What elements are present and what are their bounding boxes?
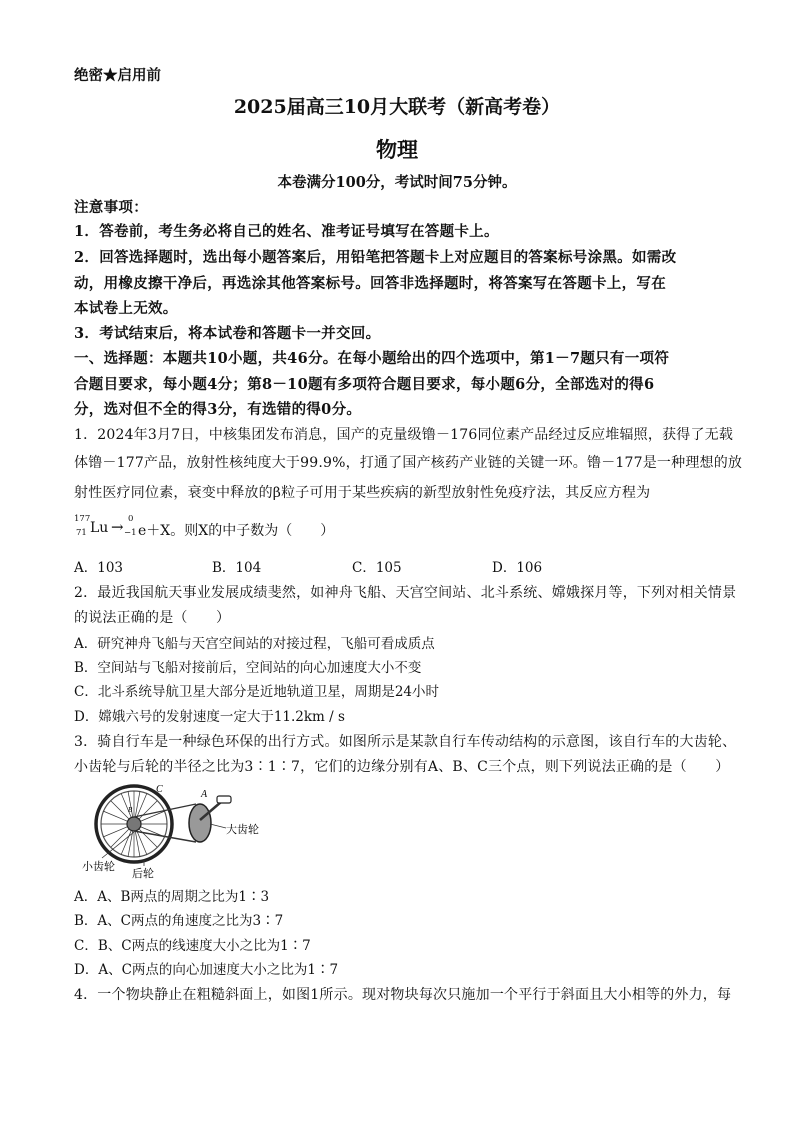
section-line-2: 合题目要求，每小题4分；第8－10题有多项符合题目要求，每小题6分，全部选对的得6	[74, 376, 655, 393]
mass-number: 177	[74, 514, 91, 524]
q1-option-d: D．106	[492, 560, 543, 576]
chain	[134, 804, 196, 842]
element-symbol: Lu	[90, 520, 109, 536]
q2-line-1: 2．最近我国航天事业发展成绩斐然，如神舟飞船、天宫空间站、北斗系统、嫦娥探月等，下列对相关情景	[74, 585, 737, 601]
equation-tail: e＋X。则X的中子数为（ ）	[138, 523, 335, 539]
q1-option-b: B．104	[212, 560, 262, 576]
confidential-mark: 绝密★启用前	[74, 67, 161, 84]
label-rear-wheel: 后轮	[132, 867, 154, 880]
label-point-b: B	[128, 806, 133, 814]
q3-option-d: D．A、C两点的向心加速度大小之比为1∶7	[74, 962, 339, 978]
q1-line-3: 射性医疗同位素，衰变中释放的β粒子可用于某些疾病的新型放射性免疫疗法，其反应方程为	[74, 485, 651, 501]
q1-line-2: 体镥－177产品，放射性核纯度大于99.9%，打通了国产核药产业链的关键一环。镥－177是一种理想的放	[74, 455, 743, 471]
reaction-arrow: →	[111, 518, 124, 536]
q3-option-b: B．A、C两点的角速度之比为3∶7	[74, 913, 284, 929]
label-point-c: C	[156, 784, 163, 795]
notes-line-2c: 本试卷上无效。	[74, 300, 178, 317]
q4-line-1: 4．一个物块静止在粗糙斜面上，如图1所示。现对物块每次只施加一个平行于斜面且大小相等的外力，每	[74, 987, 732, 1003]
q1-line-1: 1．2024年3月7日，中核集团发布消息，国产的克量级镥－176同位素产品经过反应堆辐照，获得了无载	[74, 427, 734, 443]
label-big-gear: 大齿轮	[226, 823, 259, 836]
electron-mass: 0	[128, 514, 134, 524]
q2-option-c: C．北斗系统导航卫星大部分是近地轨道卫星，周期是24小时	[74, 684, 440, 700]
notes-line-3: 3．考试结束后，将本试卷和答题卡一并交回。	[74, 325, 381, 342]
big-gear	[189, 804, 211, 842]
q2-option-b: B．空间站与飞船对接前后，空间站的向心加速度大小不变	[74, 660, 422, 676]
q3-option-a: A．A、B两点的周期之比为1∶3	[74, 889, 270, 905]
notes-line-2b: 动，用橡皮擦干净后，再选涂其他答案标号。回答非选择题时，将答案写在答题卡上，写在	[74, 275, 666, 292]
q2-line-2: 的说法正确的是（ ）	[74, 610, 231, 626]
q1-option-a: A．103	[74, 560, 124, 576]
notes-line-1: 1．答卷前，考生务必将自己的姓名、准考证号填写在答题卡上。	[74, 223, 499, 240]
q3-line-1: 3．骑自行车是一种绿色环保的出行方式。如图所示是某款自行车传动结构的示意图，该自行车的大齿轮、	[74, 734, 737, 750]
q2-option-d: D．嫦娥六号的发射速度一定大于11.2km / s	[74, 709, 345, 725]
q3-line-2: 小齿轮与后轮的半径之比为3∶1∶7，它们的边缘分别有A、B、C三个点，则下列说法正确的是（ ）	[74, 759, 730, 775]
section-line-1: 一、选择题：本题共10小题，共46分。在每小题给出的四个选项中，第1－7题只有一项符	[74, 350, 670, 367]
q3-option-c: C．B、C两点的线速度大小之比为1∶7	[74, 938, 311, 954]
q1-option-c: C．105	[352, 560, 402, 576]
exam-title: 2025届高三10月大联考（新高考卷）	[233, 96, 561, 118]
bicycle-drive-figure	[76, 780, 276, 880]
q2-option-a: A．研究神舟飞船与天宫空间站的对接过程，飞船可看成质点	[74, 636, 435, 652]
label-point-a: A	[201, 789, 208, 800]
pedal	[217, 796, 231, 803]
notes-heading: 注意事项：	[74, 199, 148, 216]
notes-line-2a: 2．回答选择题时，选出每小题答案后，用铅笔把答题卡上对应题目的答案标号涂黑。如需改	[74, 249, 677, 266]
exam-meta: 本卷满分100分，考试时间75分钟。	[277, 174, 517, 191]
electron-charge: −1	[124, 528, 137, 538]
label-small-gear: 小齿轮	[82, 860, 115, 873]
atomic-number: 71	[76, 528, 87, 538]
q1-equation	[74, 512, 474, 542]
small-gear	[127, 817, 141, 831]
subject-title: 物理	[376, 137, 418, 162]
section-line-3: 分，选对但不全的得3分，有选错的得0分。	[74, 401, 362, 418]
